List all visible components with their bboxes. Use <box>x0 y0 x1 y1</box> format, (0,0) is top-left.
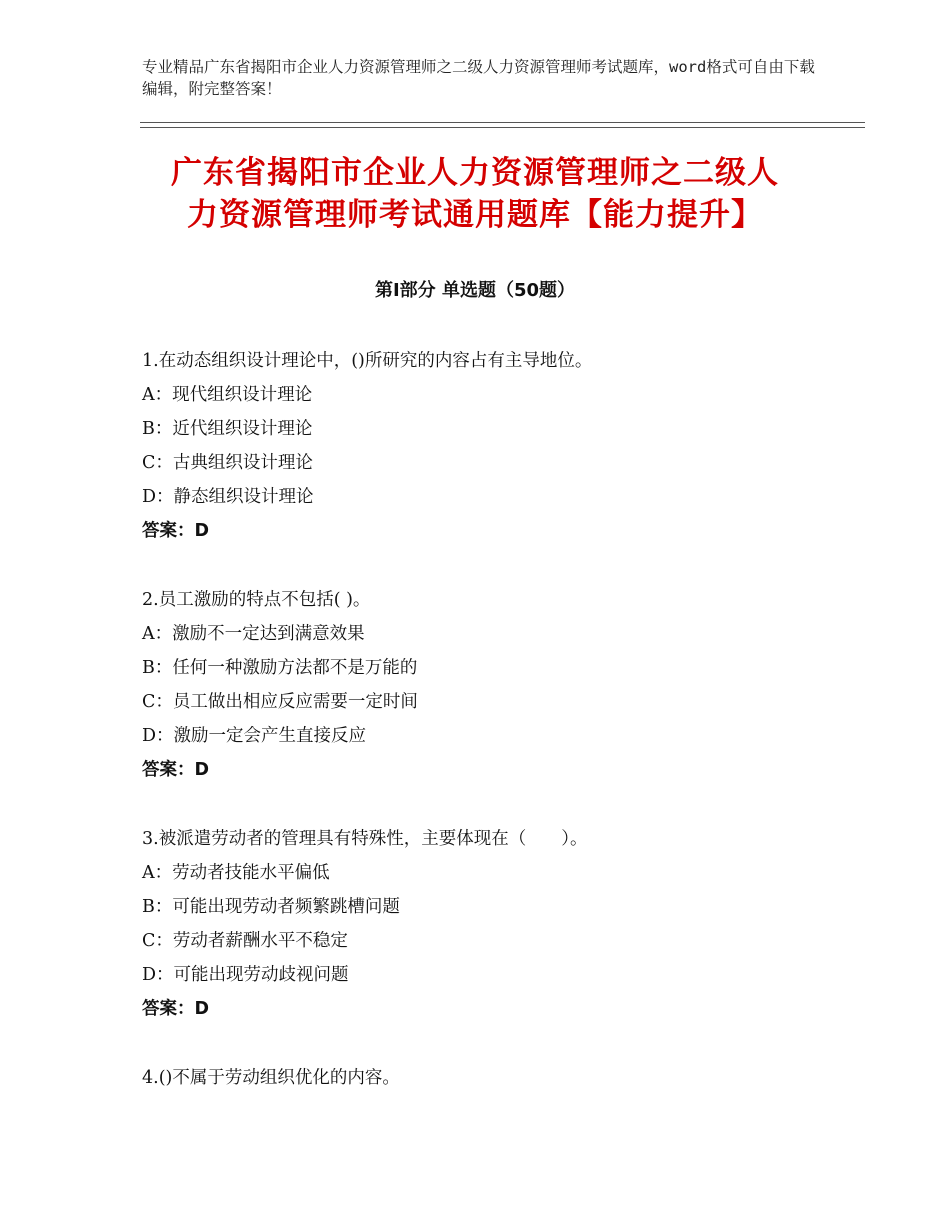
header-note: 专业精品广东省揭阳市企业人力资源管理师之二级人力资源管理师考试题库，word格式可自由下载编辑，附完整答案！ <box>142 58 815 98</box>
question-stem: 2.员工激励的特点不包括( )。 <box>142 590 371 610</box>
option-c: C：劳动者薪酬水平不稳定 <box>142 931 348 951</box>
question-1 <box>142 344 842 548</box>
option-d: D：激励一定会产生直接反应 <box>142 726 367 746</box>
option-d: D：静态组织设计理论 <box>142 487 314 507</box>
option-b: B：任何一种激励方法都不是万能的 <box>142 658 418 678</box>
section-heading: 第Ⅰ部分 单选题（50题） <box>374 280 575 301</box>
header-divider <box>140 122 865 128</box>
option-a: A：劳动者技能水平偏低 <box>142 863 330 883</box>
document-title-line-1: 广东省揭阳市企业人力资源管理师之二级人 <box>171 155 779 191</box>
question-list <box>142 344 842 1130</box>
question-stem: 1.在动态组织设计理论中，()所研究的内容占有主导地位。 <box>142 351 593 371</box>
option-a: A：现代组织设计理论 <box>142 385 313 405</box>
option-b: B：近代组织设计理论 <box>142 419 313 439</box>
option-a: A：激励不一定达到满意效果 <box>142 624 365 644</box>
answer: 答案：D <box>142 999 210 1019</box>
option-d: D：可能出现劳动歧视问题 <box>142 965 349 985</box>
question-2 <box>142 583 842 787</box>
question-4 <box>142 1061 842 1095</box>
answer: 答案：D <box>142 521 210 541</box>
answer: 答案：D <box>142 760 210 780</box>
option-c: C：员工做出相应反应需要一定时间 <box>142 692 418 712</box>
question-3 <box>142 822 842 1026</box>
question-stem: 3.被派遣劳动者的管理具有特殊性，主要体现在（ ）。 <box>142 829 588 849</box>
document-title-line-2: 力资源管理师考试通用题库【能力提升】 <box>187 197 763 233</box>
option-c: C：古典组织设计理论 <box>142 453 313 473</box>
option-b: B：可能出现劳动者频繁跳槽问题 <box>142 897 400 917</box>
question-stem: 4.()不属于劳动组织优化的内容。 <box>142 1068 400 1088</box>
document-title <box>100 152 850 236</box>
